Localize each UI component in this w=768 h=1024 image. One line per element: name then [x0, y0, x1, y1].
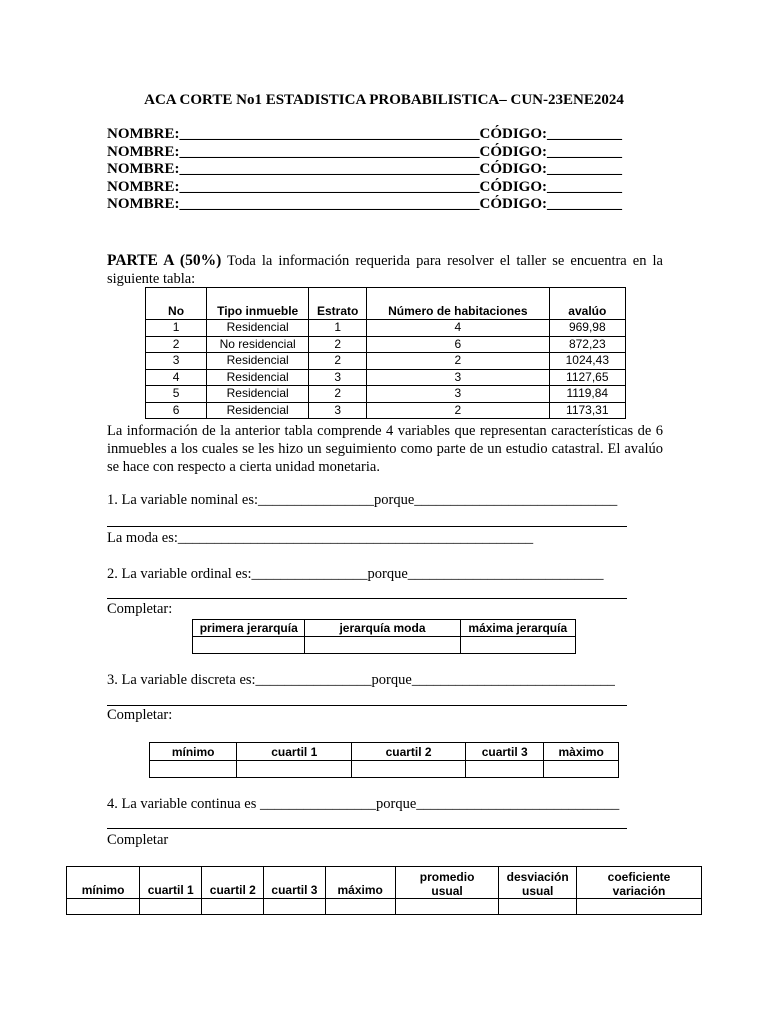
question-1[interactable]: 1. La variable nominal es:________________porque____________________________ — [107, 492, 618, 508]
table-cell: 2 — [309, 386, 367, 403]
column-header: promedio usual — [395, 867, 499, 899]
table-row — [146, 369, 626, 386]
data-table — [145, 287, 626, 419]
column-header: cuartil 1 — [140, 867, 202, 899]
table-cell: 969,98 — [549, 320, 625, 337]
column-header: coeficiente variación — [577, 867, 702, 899]
column-header: cuartil 3 — [264, 867, 325, 899]
table-cell: 5 — [146, 386, 207, 403]
column-header: No — [146, 288, 207, 320]
completar-label: Completar — [107, 832, 169, 848]
table-cell: 1 — [309, 320, 367, 337]
answer-cell[interactable] — [237, 761, 352, 778]
column-header: Tipo inmueble — [207, 288, 309, 320]
table-row — [150, 761, 619, 778]
answer-cell[interactable] — [544, 761, 619, 778]
answer-cell[interactable] — [499, 899, 577, 915]
table-row — [193, 637, 576, 654]
column-header: desviación usual — [499, 867, 577, 899]
table-cell: 6 — [367, 336, 550, 353]
answer-cell[interactable] — [460, 637, 575, 654]
table-cell: Residencial — [207, 369, 309, 386]
name-row[interactable]: NOMBRE:________________________________________CÓDIGO:__________ — [107, 196, 622, 212]
table-cell: 1119,84 — [549, 386, 625, 403]
table-header-row — [150, 743, 619, 761]
table-row — [146, 353, 626, 370]
table-cell: Residencial — [207, 402, 309, 419]
document-title: ACA CORTE No1 ESTADISTICA PROBABILISTICA– CUN-23ENE2024 — [144, 92, 624, 108]
table-header-row — [67, 867, 702, 899]
question-4[interactable]: 4. La variable continua es ________________porque____________________________ — [107, 796, 620, 812]
table-cell: 1173,31 — [549, 402, 625, 419]
table-row — [146, 336, 626, 353]
column-header: jerarquía moda — [305, 620, 460, 637]
parte-a-text: Toda la información requerida para resolver el taller se encuentra en la siguiente tabla: — [107, 253, 663, 287]
column-header: avalúo — [549, 288, 625, 320]
answer-cell[interactable] — [395, 899, 499, 915]
answer-line[interactable] — [107, 705, 627, 706]
answer-cell[interactable] — [577, 899, 702, 915]
column-header: primera jerarquía — [193, 620, 305, 637]
name-row[interactable]: NOMBRE:________________________________________CÓDIGO:__________ — [107, 126, 622, 142]
continua-table — [66, 866, 702, 915]
table-cell: 1127,65 — [549, 369, 625, 386]
table-row — [146, 320, 626, 337]
table-cell: 3 — [367, 386, 550, 403]
discreta-table — [149, 742, 619, 778]
table-cell: 2 — [309, 336, 367, 353]
column-header: cuartil 3 — [466, 743, 544, 761]
table-cell: 1 — [146, 320, 207, 337]
table-cell: 3 — [309, 402, 367, 419]
column-header: mínimo — [67, 867, 140, 899]
table-cell: 2 — [367, 353, 550, 370]
answer-cell[interactable] — [264, 899, 325, 915]
answer-cell[interactable] — [305, 637, 460, 654]
table-cell: 2 — [146, 336, 207, 353]
answer-line[interactable] — [107, 828, 627, 829]
column-header: máximo — [325, 867, 395, 899]
column-header: mínimo — [150, 743, 237, 761]
answer-cell[interactable] — [150, 761, 237, 778]
completar-label: Completar: — [107, 601, 173, 617]
column-header: Estrato — [309, 288, 367, 320]
name-row[interactable]: NOMBRE:________________________________________CÓDIGO:__________ — [107, 178, 622, 195]
completar-label: Completar: — [107, 707, 173, 723]
table-cell: No residencial — [207, 336, 309, 353]
answer-cell[interactable] — [202, 899, 264, 915]
table-header-row — [146, 288, 626, 320]
table-row — [146, 386, 626, 403]
table-cell: 6 — [146, 402, 207, 419]
column-header: cuartil 2 — [352, 743, 466, 761]
answer-cell[interactable] — [325, 899, 395, 915]
answer-cell[interactable] — [466, 761, 544, 778]
column-header: màximo — [544, 743, 619, 761]
ordinal-table — [192, 619, 576, 654]
table-cell: Residencial — [207, 320, 309, 337]
table-cell: 3 — [367, 369, 550, 386]
table-row — [146, 402, 626, 419]
table-header-row — [193, 620, 576, 637]
column-header: Número de habitaciones — [367, 288, 550, 320]
column-header: cuartil 2 — [202, 867, 264, 899]
parte-a-intro — [107, 252, 663, 288]
table-cell: Residencial — [207, 353, 309, 370]
column-header: cuartil 1 — [237, 743, 352, 761]
table-cell: 3 — [309, 369, 367, 386]
parte-a-label: PARTE A (50%) — [107, 252, 222, 269]
answer-cell[interactable] — [140, 899, 202, 915]
answer-cell[interactable] — [67, 899, 140, 915]
table-cell: 2 — [367, 402, 550, 419]
table-cell: 1024,43 — [549, 353, 625, 370]
table-cell: 4 — [367, 320, 550, 337]
name-fields — [107, 126, 622, 214]
question-3[interactable]: 3. La variable discreta es:________________porque____________________________ — [107, 672, 615, 688]
table-cell: 2 — [309, 353, 367, 370]
description-paragraph: La información de la anterior tabla comprende 4 variables que representan características de 6 inmuebles a los cuales se les hizo un seguimiento como parte de un estudio catastral. El avalúo se hace con respecto a cierta unidad monetaria. — [107, 423, 663, 475]
table-cell: 872,23 — [549, 336, 625, 353]
answer-cell[interactable] — [352, 761, 466, 778]
name-row[interactable]: NOMBRE:________________________________________CÓDIGO:__________ — [107, 143, 622, 160]
table-cell: 3 — [146, 353, 207, 370]
moda-line[interactable]: La moda es:_________________________________________________ — [107, 530, 534, 546]
table-cell: 4 — [146, 369, 207, 386]
question-2[interactable]: 2. La variable ordinal es:________________porque___________________________ — [107, 566, 604, 582]
answer-cell[interactable] — [193, 637, 305, 654]
answer-line[interactable] — [107, 526, 627, 527]
table-cell: Residencial — [207, 386, 309, 403]
name-row[interactable]: NOMBRE:________________________________________CÓDIGO:__________ — [107, 161, 622, 177]
table-row — [67, 899, 702, 915]
column-header: máxima jerarquía — [460, 620, 575, 637]
answer-line[interactable] — [107, 598, 627, 599]
